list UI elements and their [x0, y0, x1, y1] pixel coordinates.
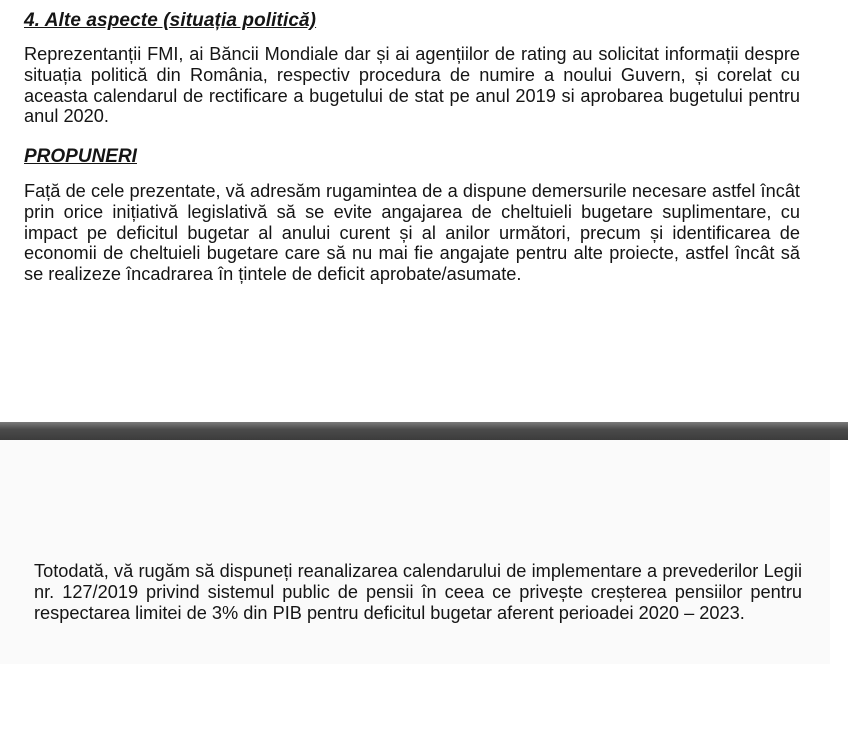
proposals-paragraph: Față de cele prezentate, vă adresăm rugamintea de a dispune demersurile necesare astfel încât prin orice inițiativă legislativă să se evite angajarea de cheltuieli bugetare suplimentare, cu impact pe deficitul bugetar al anului curent și al anilor următori, precum și identificarea de economii de cheltuieli bugetare care să nu mai fie angajate pentru alte proiecte, astfel încât să se realizeze încadrarea în țintele de deficit aprobate/asumate. [24, 181, 800, 285]
scan-area [0, 440, 830, 664]
section-heading: 4. Alte aspecte (situația politică) [24, 10, 317, 31]
political-situation-paragraph: Reprezentanții FMI, ai Băncii Mondiale dar și ai agențiilor de rating au solicitat informații despre situația politică din România, respectiv procedura de numire a noului Guvern, și corelat cu aceasta calendarul de rectificare a bugetului de stat pe anul 2019 si aprobarea bugetului pentru anul 2020. [24, 44, 800, 127]
proposals-heading: PROPUNERI [24, 146, 137, 167]
pension-law-paragraph: Totodată, vă rugăm să dispuneți reanalizarea calendarului de implementare a prevederilor Legii nr. 127/2019 privind sistemul public de pensii în ceea ce privește creșterea pensiilor pentru respectarea limitei de 3% din PIB pentru deficitul bugetar aferent perioadei 2020 – 2023. [34, 561, 802, 623]
page-separator [0, 422, 848, 440]
document-page-bottom [0, 440, 848, 744]
